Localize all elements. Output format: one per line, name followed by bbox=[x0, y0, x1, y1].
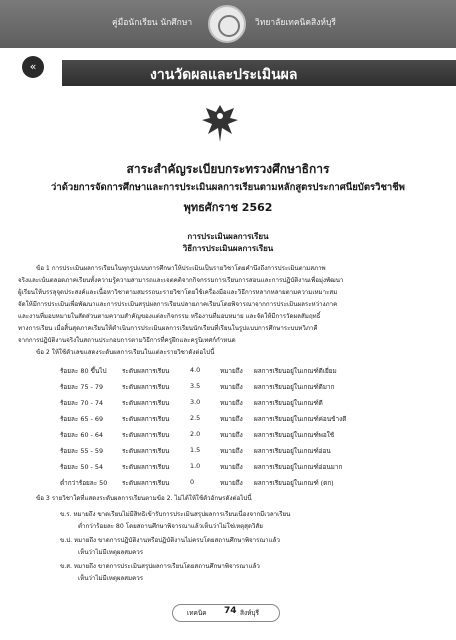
grade-label: ระดับผลการเรียน bbox=[122, 367, 170, 375]
heading-evaluation: การประเมินผลการเรียน bbox=[187, 232, 269, 241]
para1-line: ทางการเรียน เมื่อสิ้นสุดภาคเรียนให้ดำเนินการประเมินผลการเรียนนักเรียนที่เรียนในรูปแบบการศึกษาระบบทวิภาคี bbox=[18, 325, 318, 332]
grade-desc: ผลการเรียนอยู่ในเกณฑ์พอใช้ bbox=[254, 431, 335, 439]
grade-label: ระดับผลการเรียน bbox=[122, 431, 170, 439]
grade-desc: ผลการเรียนอยู่ในเกณฑ์อ่อนมาก bbox=[254, 463, 343, 471]
grade-range: ร้อยละ 65 - 69 bbox=[60, 415, 104, 423]
doc-year: พุทธศักราช 2562 bbox=[183, 201, 273, 214]
grade-value: 1.5 bbox=[190, 446, 201, 454]
grade-mean: หมายถึง bbox=[220, 447, 243, 455]
footer-right-text: สิงห์บุรี bbox=[240, 609, 260, 617]
grade-range: ร้อยละ 75 - 79 bbox=[60, 383, 104, 391]
grade-value: 1.0 bbox=[190, 462, 201, 470]
grade-desc: ผลการเรียนอยู่ในเกณฑ์ค่อนข้างดี bbox=[254, 415, 347, 423]
grade-desc: ผลการเรียนอยู่ในเกณฑ์ดีมาก bbox=[254, 383, 335, 391]
page-number: 74 bbox=[224, 606, 237, 616]
grade-value: 0 bbox=[190, 478, 195, 486]
section-title: งานวัดผลและประเมินผล bbox=[150, 67, 298, 83]
grade-mean: หมายถึง bbox=[220, 415, 243, 423]
grade-mean: หมายถึง bbox=[220, 399, 243, 407]
para1-line: จัดให้มีการประเมินเพื่อพัฒนาและการประเมินสรุปผลการเรียนปลายภาคเรียนโดยพิจารณาจากการประเมินผลระหว่างภาค bbox=[18, 301, 338, 308]
footer-left-text: เทคนิค bbox=[187, 609, 207, 617]
para1-line: จริงและเน้นตลอดภาคเรียนทั้งความรู้ความสามารถและเจตคติจากกิจกรรมการเรียนการสอนและการปฏิบัติงานเพื่อมุ่งพัฒนา bbox=[18, 277, 344, 284]
grade-desc: ผลการเรียนอยู่ในเกณฑ์อ่อน bbox=[254, 447, 331, 455]
page-footer bbox=[172, 604, 280, 622]
grade-label: ระดับผลการเรียน bbox=[122, 463, 170, 471]
grade-value: 2.5 bbox=[190, 414, 201, 422]
header-right-title: วิทยาลัยเทคนิคสิงห์บุรี bbox=[255, 18, 336, 28]
para3-item: ต่ำกว่าร้อยละ 80 โดยสถานศึกษาพิจารณาแล้วเห็นว่าไม่ใช่เหตุสุดวิสัย bbox=[78, 523, 263, 530]
section-title-bar bbox=[62, 60, 456, 86]
grade-range: ร้อยละ 60 - 64 bbox=[60, 431, 104, 439]
para3-item: ข.ส. หมายถึง ขาดการประเมินสรุปผลการเรียนโดยสถานศึกษาพิจารณาแล้ว bbox=[60, 563, 260, 570]
para3-item: ข.ร. หมายถึง ขาดเรียนไม่มีสิทธิเข้ารับการประเมินสรุปผลการเรียนเนื่องจากมีเวลาเรียน bbox=[60, 511, 291, 518]
grade-mean: หมายถึง bbox=[220, 431, 243, 439]
para1-line: ข้อ 1 การประเมินผลการเรียนในทุกรูปแบบการศึกษาให้ประเมินเป็นรายวิชาโดยคำนึงถึงการประเมินตามสภาพ bbox=[36, 265, 326, 272]
grade-mean: หมายถึง bbox=[220, 463, 243, 471]
header-left-title: คู่มือนักเรียน นักศึกษา bbox=[112, 18, 193, 28]
doc-title: สาระสำคัญระเบียบกระทรวงศึกษาธิการ bbox=[126, 162, 330, 176]
grade-mean: หมายถึง bbox=[220, 383, 243, 391]
grade-range: ร้อยละ 50 - 54 bbox=[60, 463, 104, 471]
grade-desc: ผลการเรียนอยู่ในเกณฑ์ดี bbox=[254, 399, 323, 407]
para1-line: จากการปฏิบัติงานจริงในสถานประกอบการตามวิธีการที่ครูฝึกและครูนิเทศก์กำหนด bbox=[18, 337, 236, 344]
para3-item: ข.ป. หมายถึง ขาดการปฏิบัติงานหรือปฏิบัติงานไม่ครบโดยสถานศึกษาพิจารณาแล้ว bbox=[60, 537, 280, 544]
grade-desc: ผลการเรียนอยู่ในเกณฑ์ดีเยี่ยม bbox=[254, 367, 337, 375]
grade-desc: ผลการเรียนอยู่ในเกณฑ์ (ตก) bbox=[254, 479, 334, 487]
para3-item: เห็นว่าไม่มีเหตุผลสมควร bbox=[78, 575, 144, 582]
college-seal-logo bbox=[208, 5, 246, 43]
grade-mean: หมายถึง bbox=[220, 367, 243, 375]
grade-label: ระดับผลการเรียน bbox=[122, 479, 170, 487]
grade-label: ระดับผลการเรียน bbox=[122, 415, 170, 423]
para3-item: เห็นว่าไม่มีเหตุผลสมควร bbox=[78, 549, 144, 556]
grade-label: ระดับผลการเรียน bbox=[122, 447, 170, 455]
grade-mean: หมายถึง bbox=[220, 479, 243, 487]
back-button[interactable]: « bbox=[22, 56, 44, 78]
grade-value: 3.0 bbox=[190, 398, 201, 406]
para2-intro: ข้อ 2 ให้ใช้ตัวเลขแสดงระดับผลการเรียนในแต่ละรายวิชาดังต่อไปนี้ bbox=[36, 349, 215, 356]
grade-value: 3.5 bbox=[190, 382, 201, 390]
doc-subtitle: ว่าด้วยการจัดการศึกษาและการประเมินผลการเรียนตามหลักสูตรประกาศนียบัตรวิชาชีพ bbox=[51, 182, 405, 193]
grade-value: 2.0 bbox=[190, 430, 201, 438]
para1-line: ผู้เรียนให้บรรลุจุดประสงค์และเนื้อหาวิชาตามสมรรถนะรายวิชาโดยใช้เครื่องมือและวิธีการหลากหลายตามความเหมาะสม bbox=[18, 289, 338, 296]
grade-range: ร้อยละ 70 - 74 bbox=[60, 399, 104, 407]
heading-method: วิธีการประเมินผลการเรียน bbox=[182, 244, 274, 253]
grade-label: ระดับผลการเรียน bbox=[122, 383, 170, 391]
grade-range: ร้อยละ 80 ขึ้นไป bbox=[60, 367, 107, 375]
grade-range: ร้อยละ 55 - 59 bbox=[60, 447, 104, 455]
grade-value: 4.0 bbox=[190, 366, 201, 374]
garuda-emblem-icon bbox=[200, 102, 240, 146]
para1-line: และงานที่มอบหมายในสัดส่วนตามความสำคัญของแต่ละกิจกรรม หรืองานที่มอบหมาย และจัดให้มีการวัดผลสัมฤทธิ์ bbox=[18, 313, 321, 320]
grade-label: ระดับผลการเรียน bbox=[122, 399, 170, 407]
grade-range: ต่ำกว่าร้อยละ 50 bbox=[60, 479, 108, 487]
para3-intro: ข้อ 3 รายวิชาใดที่แสดงระดับผลการเรียนตามข้อ 2. ไม่ได้ให้ใช้ตัวอักษรดังต่อไปนี้ bbox=[36, 495, 252, 502]
top-header-bar bbox=[0, 0, 456, 48]
